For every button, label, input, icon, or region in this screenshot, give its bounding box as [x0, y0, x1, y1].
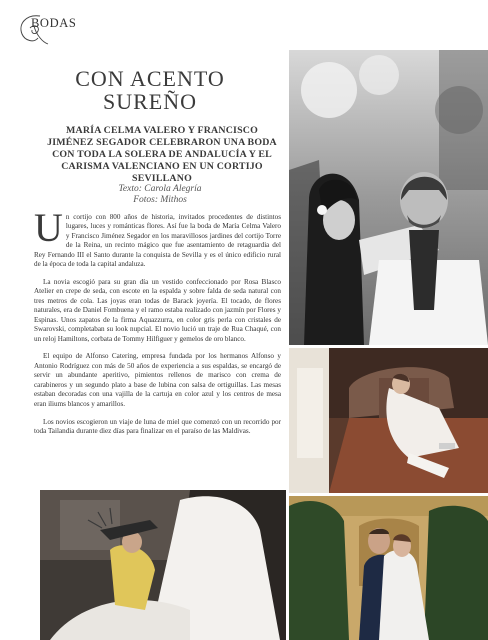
photo-couple-embrace	[289, 50, 488, 345]
article-credits	[60, 184, 260, 206]
paragraph-3: El equipo de Alfonso Catering, empresa fundada por los hermanos Alfonso y Antonio Rodríguez con más de 50 años de experiencia a sus espaldas, se encargó de servir un abundante aperitivo, pimientos rellenos de marisco con crema de carabineros y un segundo plato a base de lubina con salsa de ortiguillas. Las mesas estaban decoradas con una vajilla de la cartuja en color azul y los centros de mesa eran iliums blancos y amarillos.	[34, 352, 281, 408]
paragraph-4: Los novios escogieron un viaje de luna de miel que comenzó con un recorrido por toda Tailandia durante diez días para finalizar en el paraíso de las Maldivas.	[34, 417, 281, 435]
article-title	[40, 67, 260, 113]
paragraph-1-text: n cortijo con 800 años de historia, invitados procedentes de distintos lugares, luces y románticas flores. Así fue la boda de María Celma Valero y Francisco Jiménez Segador en los maravillosos jardines del cortijo Torre de la Reina, un recinto mágico que fue asentamiento de retaguardia del Rey Fernando III el Santo durante la conquista de Sevilla y es el único edificio rural de la época de toda la capital andaluza.	[34, 213, 281, 269]
paragraph-2: La novia escogió para su gran día un vestido confeccionado por Rosa Blasco Atelier en crepe de seda, con escote en la espalda y sobre falda de seda natural con tres metros de cola. Las joyas eran todas de Barack joyería. El tocado, de flores naturales, era de Daniel Fombuena y el ramo estaba realizado con jazmín por Flores y Espinas. Unos zapatos de la firma Aquazzurra, en color gris perla con cristales de Swarovski, completaban su look nupcial. El novio lució un traje de Rua Chaqué, con un reloj Hamiltons, corbata de Tommy Hilfiguer y gemelos de oro blanco.	[34, 278, 281, 343]
article-body	[34, 205, 281, 445]
text-credit: Texto: Carola Alegría	[118, 184, 202, 194]
photo-bride-shoes	[289, 348, 488, 493]
photo-bride-dress-train	[40, 490, 286, 640]
photo-credit: Fotos: Mithos	[133, 195, 187, 205]
drop-cap: U	[34, 205, 63, 250]
paragraph-1	[34, 205, 281, 270]
photo-couple-garden	[289, 496, 488, 640]
section-label: BODAS	[31, 16, 77, 30]
article-subtitle: MARÍA CELMA VALERO Y FRANCISCO JIMÉNEZ SEGADOR CELEBRARON UNA BODA CON TODA LA SOLERA DE ANDALUCÍA Y EL CARISMA VALENCIANO EN UN CORTIJO SEVILLANO	[47, 125, 277, 184]
title-line-1: CON ACENTO	[75, 66, 225, 91]
title-line-2: SUREÑO	[102, 89, 197, 114]
